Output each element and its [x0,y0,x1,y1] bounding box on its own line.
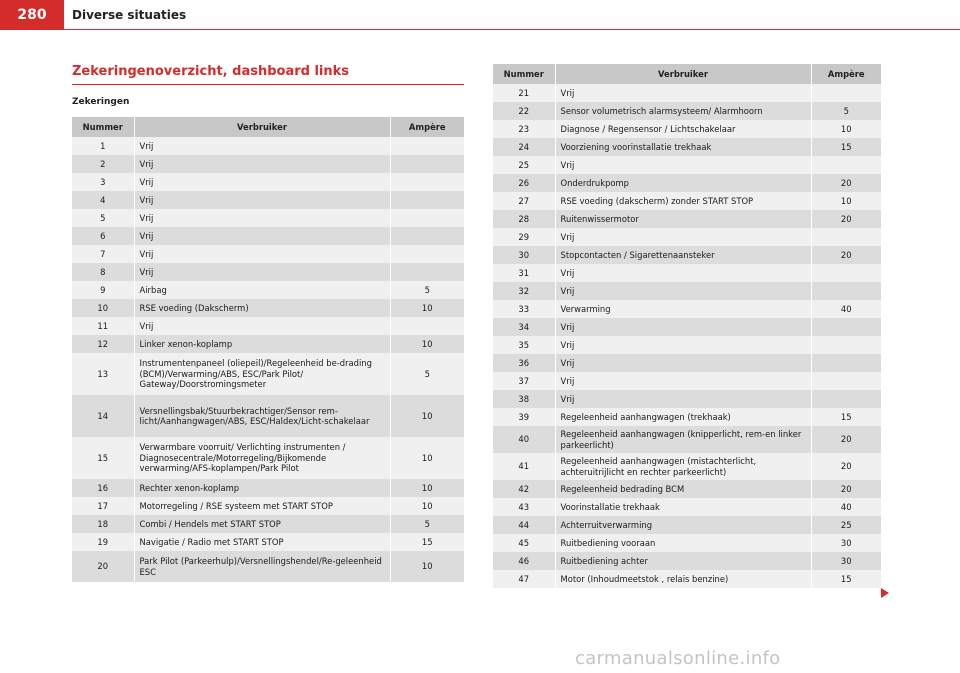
fuse-consumer: Linker xenon-koplamp [134,335,390,353]
table-row [493,120,881,138]
fuse-consumer: Regeleenheid aanhangwagen (knipperlicht, rem-en linker parkeerlicht) [555,426,811,453]
section-title: Zekeringenoverzicht, dashboard links [72,64,350,79]
fuse-consumer: Voorziening voorinstallatie trekhaak [555,138,811,156]
fuse-consumer: Rechter xenon-koplamp [134,479,390,497]
fuse-number: 18 [72,515,134,533]
fuse-ampere: 30 [811,534,881,552]
header-verbruiker: Verbruiker [134,117,390,137]
fuse-consumer: Combi / Hendels met START STOP [134,515,390,533]
table-row [72,137,464,155]
table-row [72,155,464,173]
fuse-ampere: 10 [390,551,464,582]
fuse-consumer: Vrij [555,336,811,354]
fuse-ampere: 40 [811,498,881,516]
fuse-ampere: 20 [811,174,881,192]
fuse-number: 14 [72,395,134,437]
table-row [493,318,881,336]
fuse-consumer: Vrij [555,228,811,246]
fuse-number: 35 [493,336,555,354]
table-row [493,354,881,372]
fuse-consumer: Vrij [555,156,811,174]
fuse-consumer: Diagnose / Regensensor / Lichtschakelaar [555,120,811,138]
table-row [493,192,881,210]
fuse-number: 39 [493,408,555,426]
fuse-number: 17 [72,497,134,515]
fuse-number: 38 [493,390,555,408]
table-row [72,263,464,281]
page-number: 280 [0,0,64,30]
table-row [493,138,881,156]
fuse-number: 26 [493,174,555,192]
table-row [72,173,464,191]
fuse-ampere: 15 [390,533,464,551]
fuse-number: 13 [72,353,134,395]
table-row [72,299,464,317]
fuse-ampere: 15 [811,570,881,588]
fuse-number: 8 [72,263,134,281]
fuse-consumer: Vrij [134,137,390,155]
fuse-ampere: 10 [390,497,464,515]
fuse-ampere: 5 [390,515,464,533]
fuse-consumer: Vrij [134,173,390,191]
fuse-number: 47 [493,570,555,588]
header-ampere: Ampère [390,117,464,137]
fuse-number: 41 [493,453,555,480]
table-row [493,552,881,570]
table-row [493,453,881,480]
fuse-consumer: Navigatie / Radio met START STOP [134,533,390,551]
fuse-ampere: 30 [811,552,881,570]
fuse-consumer: Vrij [555,264,811,282]
fuse-consumer: Vrij [555,84,811,102]
table-row [493,228,881,246]
table-header-row [72,117,464,137]
fuse-consumer: Vrij [134,209,390,227]
fuse-number: 4 [72,191,134,209]
fuse-number: 19 [72,533,134,551]
fuse-number: 37 [493,372,555,390]
fuse-ampere [390,191,464,209]
fuse-consumer: Ruitbediening vooraan [555,534,811,552]
fuse-ampere [811,354,881,372]
fuse-ampere: 40 [811,300,881,318]
fuse-ampere [390,263,464,281]
header-rule [64,29,960,30]
table-row [72,479,464,497]
fuse-consumer: Park Pilot (Parkeerhulp)/Versnellingshendel/Re-geleenheid ESC [134,551,390,582]
fuse-number: 5 [72,209,134,227]
table-row [72,335,464,353]
fuse-consumer: Vrij [555,282,811,300]
fuse-number: 6 [72,227,134,245]
fuse-consumer: Vrij [134,155,390,173]
fuse-ampere: 20 [811,246,881,264]
fuse-number: 25 [493,156,555,174]
fuse-number: 15 [72,437,134,479]
fuse-number: 27 [493,192,555,210]
fuse-number: 7 [72,245,134,263]
fuse-ampere [811,282,881,300]
table-row [493,282,881,300]
fuse-number: 9 [72,281,134,299]
fuse-ampere: 20 [811,480,881,498]
table-row [72,533,464,551]
fuse-consumer: Vrij [555,354,811,372]
fuse-ampere [390,317,464,335]
fuse-ampere [390,245,464,263]
fuse-number: 46 [493,552,555,570]
table-row [72,227,464,245]
table-row [493,480,881,498]
fuse-consumer: Motorregeling / RSE systeem met START STOP [134,497,390,515]
table-row [72,317,464,335]
fuse-consumer: Vrij [134,317,390,335]
fuse-number: 3 [72,173,134,191]
table-row [72,497,464,515]
fuse-number: 29 [493,228,555,246]
fuse-number: 36 [493,354,555,372]
fuse-number: 34 [493,318,555,336]
fuse-ampere: 5 [390,281,464,299]
fuse-consumer: Vrij [134,245,390,263]
table-row [493,426,881,453]
table-row [72,551,464,582]
table-row [493,372,881,390]
fuse-consumer: Ruitbediening achter [555,552,811,570]
fuse-number: 11 [72,317,134,335]
table-row [493,408,881,426]
fuse-number: 23 [493,120,555,138]
table-row [493,102,881,120]
fuse-ampere [811,84,881,102]
fuse-consumer: Vrij [134,191,390,209]
fuse-consumer: Verwarmbare voorruit/ Verlichting instrumenten / Diagnosecentrale/Motorregeling/Bijkomende verwarming/AFS-koplampen/Park Pilot [134,437,390,479]
header-verbruiker: Verbruiker [555,64,811,84]
fuse-consumer: Regeleenheid bedrading BCM [555,480,811,498]
fuse-ampere [390,227,464,245]
fuse-table-right [493,64,881,588]
table-row [493,246,881,264]
fuse-ampere [390,155,464,173]
fuse-ampere: 10 [390,437,464,479]
header-nummer: Nummer [493,64,555,84]
fuse-consumer: Verwarming [555,300,811,318]
fuse-number: 30 [493,246,555,264]
fuse-ampere: 20 [811,426,881,453]
fuse-ampere [811,156,881,174]
table-row [493,300,881,318]
table-header-row [493,64,881,84]
fuse-number: 44 [493,516,555,534]
fuse-ampere [811,372,881,390]
fuse-consumer: Regeleenheid aanhangwagen (mistachterlicht, achteruitrijlicht en rechter parkeerlicht) [555,453,811,480]
fuse-number: 21 [493,84,555,102]
fuse-number: 32 [493,282,555,300]
fuse-consumer: Instrumentenpaneel (oliepeil)/Regeleenheid be-drading (BCM)/Verwarming/ABS, ESC/Park Pilot/ Gateway/Doorstromingsmeter [134,353,390,395]
fuse-number: 2 [72,155,134,173]
table-row [493,498,881,516]
table-row [493,534,881,552]
fuse-consumer: Vrij [555,390,811,408]
table-row [493,390,881,408]
table-row [72,353,464,395]
subsection-title: Zekeringen [72,97,130,107]
fuse-ampere [811,264,881,282]
fuse-ampere [811,318,881,336]
header-ampere: Ampère [811,64,881,84]
fuse-number: 45 [493,534,555,552]
header-nummer: Nummer [72,117,134,137]
table-row [493,210,881,228]
fuse-number: 20 [72,551,134,582]
table-row [72,191,464,209]
fuse-consumer: Stopcontacten / Sigarettenaansteker [555,246,811,264]
fuse-consumer: Achterruitverwarming [555,516,811,534]
fuse-consumer: Ruitenwissermotor [555,210,811,228]
table-row [493,336,881,354]
table-row [493,516,881,534]
fuse-ampere: 10 [390,395,464,437]
table-row [493,264,881,282]
fuse-number: 42 [493,480,555,498]
fuse-consumer: RSE voeding (Dakscherm) [134,299,390,317]
fuse-consumer: Regeleenheid aanhangwagen (trekhaak) [555,408,811,426]
fuse-consumer: Airbag [134,281,390,299]
fuse-consumer: Vrij [555,318,811,336]
fuse-table-left [72,117,464,582]
fuse-number: 12 [72,335,134,353]
fuse-number: 10 [72,299,134,317]
table-row [72,209,464,227]
fuse-ampere: 20 [811,210,881,228]
table-row [493,570,881,588]
fuse-ampere: 5 [390,353,464,395]
fuse-ampere [390,209,464,227]
fuse-ampere [811,228,881,246]
fuse-ampere [390,173,464,191]
fuse-number: 24 [493,138,555,156]
table-row [72,515,464,533]
fuse-number: 40 [493,426,555,453]
fuse-number: 33 [493,300,555,318]
fuse-ampere [811,336,881,354]
fuse-consumer: Versnellingsbak/Stuurbekrachtiger/Sensor rem-licht/Aanhangwagen/ABS, ESC/Haldex/Licht-schakelaar [134,395,390,437]
table-row [72,245,464,263]
fuse-number: 1 [72,137,134,155]
fuse-number: 31 [493,264,555,282]
fuse-ampere: 10 [811,120,881,138]
fuse-ampere: 15 [811,138,881,156]
fuse-consumer: Vrij [555,372,811,390]
table-row [493,174,881,192]
continue-arrow-icon [881,588,889,598]
fuse-number: 16 [72,479,134,497]
fuse-consumer: Vrij [134,227,390,245]
table-row [72,281,464,299]
fuse-ampere: 10 [390,479,464,497]
fuse-number: 43 [493,498,555,516]
table-row [493,156,881,174]
table-row [493,84,881,102]
watermark: carmanualsonline.info [575,648,781,669]
fuse-consumer: Vrij [134,263,390,281]
fuse-ampere: 20 [811,453,881,480]
fuse-ampere: 5 [811,102,881,120]
fuse-ampere: 15 [811,408,881,426]
fuse-consumer: Onderdrukpomp [555,174,811,192]
fuse-consumer: RSE voeding (dakscherm) zonder START STOP [555,192,811,210]
fuse-number: 28 [493,210,555,228]
fuse-ampere: 10 [390,299,464,317]
section-rule [72,84,464,85]
fuse-consumer: Sensor volumetrisch alarmsysteem/ Alarmhoorn [555,102,811,120]
fuse-consumer: Voorinstallatie trekhaak [555,498,811,516]
fuse-ampere: 10 [811,192,881,210]
table-row [72,395,464,437]
fuse-consumer: Motor (Inhoudmeetstok , relais benzine) [555,570,811,588]
fuse-ampere: 25 [811,516,881,534]
fuse-ampere [811,390,881,408]
running-header: Diverse situaties [72,8,187,22]
table-row [72,437,464,479]
fuse-number: 22 [493,102,555,120]
fuse-ampere [390,137,464,155]
fuse-ampere: 10 [390,335,464,353]
